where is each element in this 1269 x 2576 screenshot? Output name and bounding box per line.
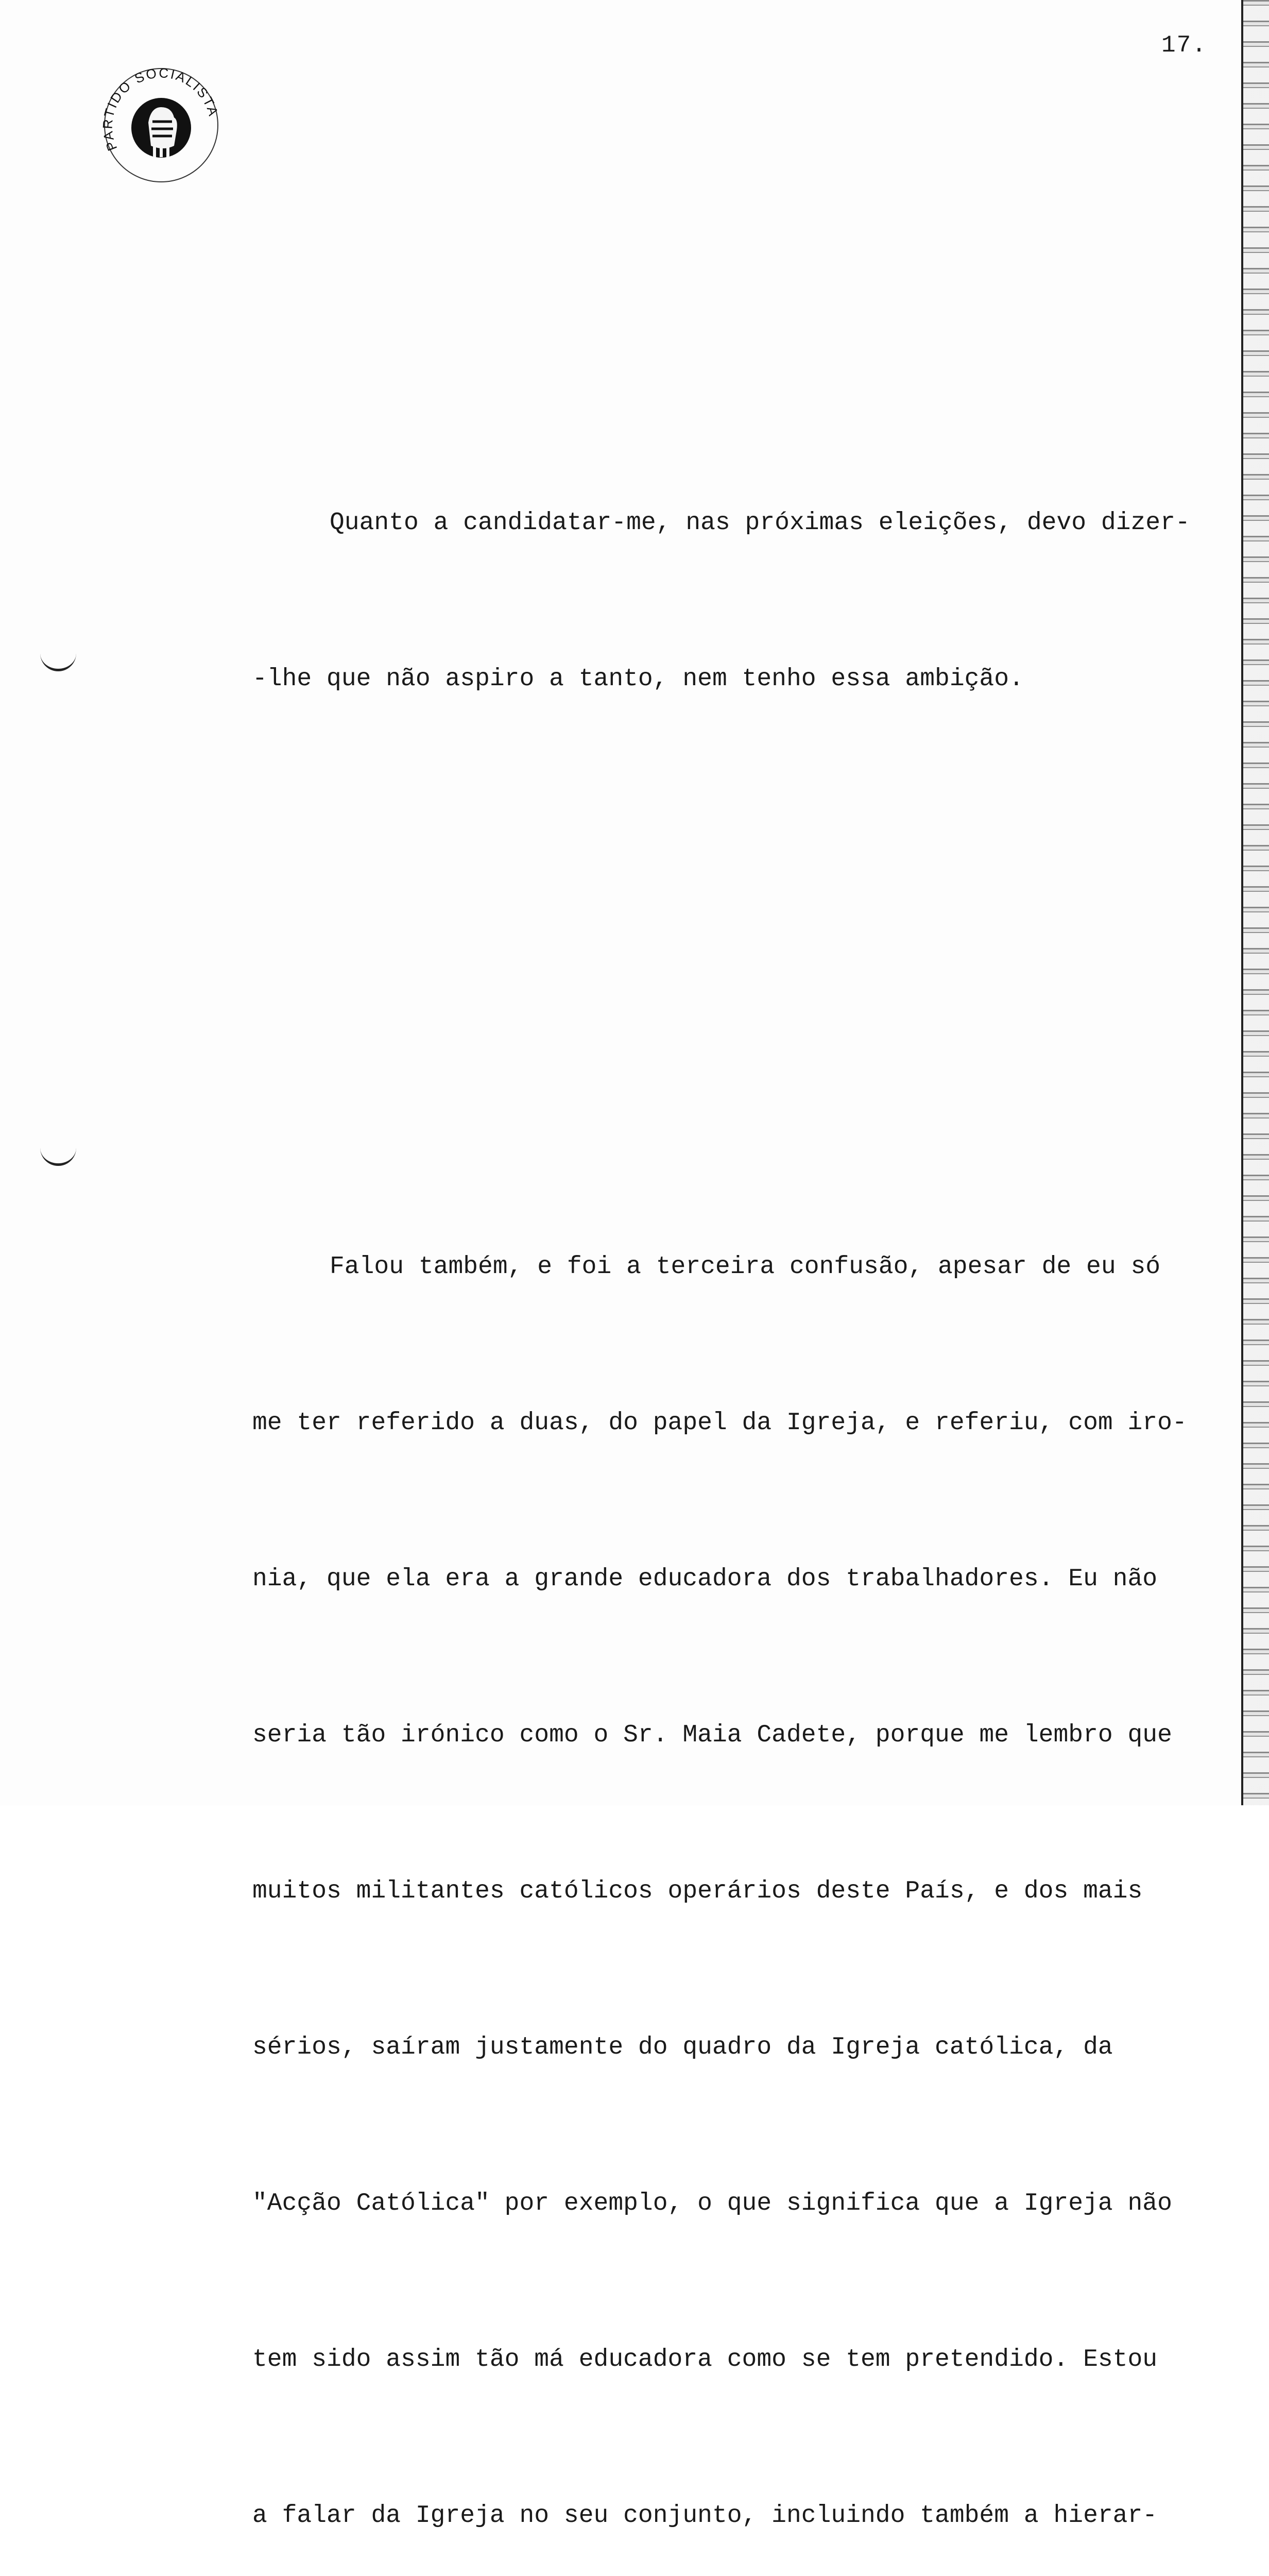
- page-number: 17.: [1161, 32, 1207, 59]
- text-line: a falar da Igreja no seu conjunto, incluindo também a hierar-: [252, 2502, 1158, 2530]
- text-line: tem sido assim tão má educadora como se tem pretendido. Estou: [252, 2346, 1158, 2374]
- text-line: seria tão irónico como o Sr. Maia Cadete, porque me lembro que: [252, 1721, 1172, 1749]
- paragraph-candidacy: [252, 393, 1231, 809]
- text-line: muitos militantes católicos operários deste País, e dos mais: [252, 1877, 1143, 1905]
- margin-punch-mark: [40, 1148, 76, 1166]
- document-body: [252, 237, 1231, 2576]
- text-line: Falou também, e foi a terceira confusão, apesar de eu só: [330, 1253, 1161, 1281]
- margin-punch-mark: [40, 653, 76, 671]
- party-logo-icon: [97, 61, 226, 190]
- scan-edge-line: [1241, 0, 1243, 1805]
- paragraph-church: [252, 1137, 1231, 2576]
- text-line: me ter referido a duas, do papel da Igreja, e referiu, com iro-: [252, 1409, 1187, 1437]
- text-line: sérios, saíram justamente do quadro da Igreja católica, da: [252, 2033, 1113, 2061]
- text-line: nia, que ela era a grande educadora dos trabalhadores. Eu não: [252, 1565, 1158, 1593]
- text-line: -lhe que não aspiro a tanto, nem tenho essa ambição.: [252, 665, 1024, 693]
- text-line: "Acção Católica" por exemplo, o que significa que a Igreja não: [252, 2190, 1172, 2217]
- text-line: Quanto a candidatar-me, nas próximas eleições, devo dizer-: [330, 509, 1190, 537]
- scan-edge-shadow: [1241, 0, 1269, 1805]
- logo-text: PARTIDO SOCIALISTA: [99, 65, 222, 154]
